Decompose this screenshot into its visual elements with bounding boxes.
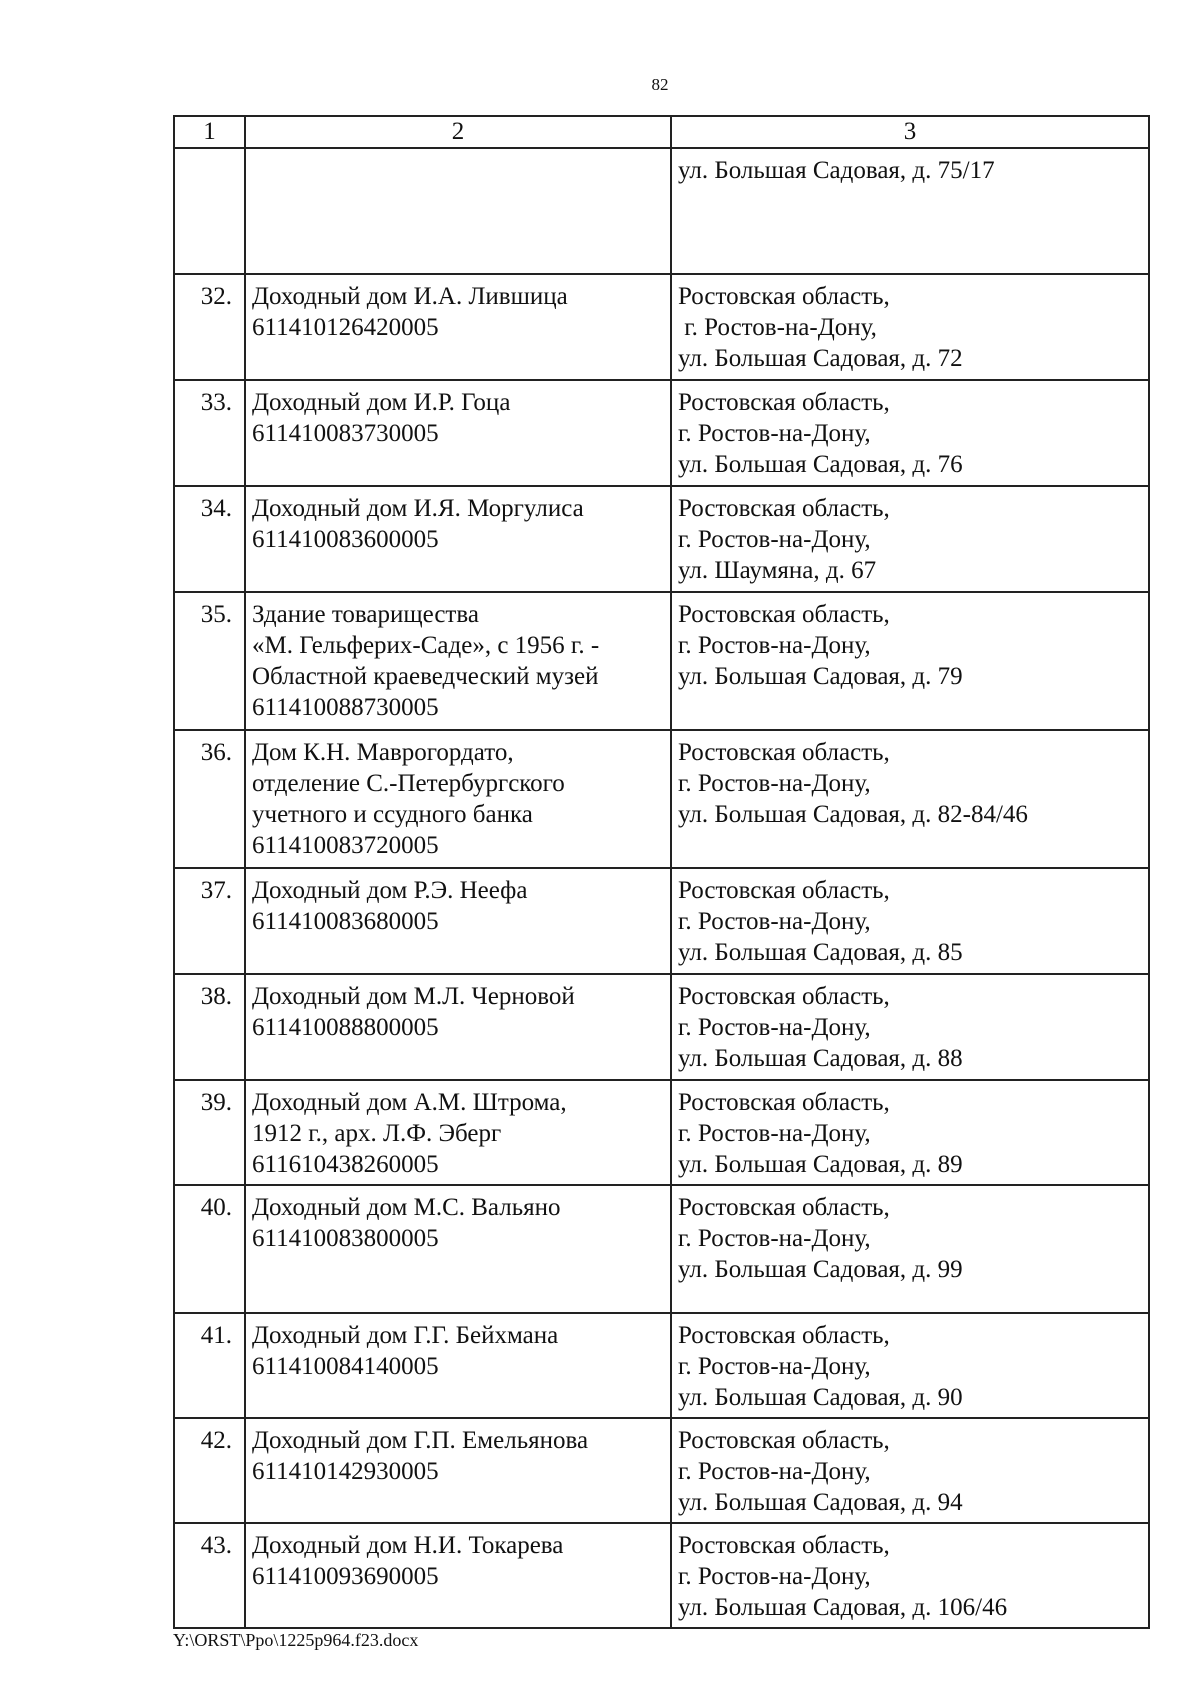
address-line: ул. Большая Садовая, д. 79: [678, 663, 963, 690]
address-line: г. Ростов-на-Дону,: [678, 1563, 871, 1590]
object-name-cell: [245, 1080, 671, 1185]
row-number: 35.: [174, 592, 245, 730]
object-name-line: 611410088730005: [252, 694, 439, 721]
object-name-cell: [245, 274, 671, 380]
object-name-line: 611410083720005: [252, 832, 439, 859]
object-name-line: Доходный дом Г.Г. Бейхмана: [252, 1322, 559, 1349]
row-number: 34.: [174, 486, 245, 592]
object-name-line: 611410084140005: [252, 1353, 439, 1380]
address-line: Ростовская область,: [678, 601, 890, 628]
row-number: 37.: [174, 868, 245, 974]
object-name-line: Областной краеведческий музей: [252, 663, 599, 690]
address-line: ул. Большая Садовая, д. 99: [678, 1256, 963, 1283]
row-number: 32.: [174, 274, 245, 380]
object-name-cell: [245, 148, 671, 274]
address-line: Ростовская область,: [678, 1322, 890, 1349]
row-number: 40.: [174, 1185, 245, 1313]
address-cell: [671, 486, 1149, 592]
object-name-line: Доходный дом М.С. Вальяно: [252, 1194, 561, 1221]
address-line: Ростовская область,: [678, 739, 890, 766]
address-line: г. Ростов-на-Дону,: [678, 420, 871, 447]
object-name-cell: [245, 974, 671, 1080]
address-line: Ростовская область,: [678, 1532, 890, 1559]
object-name-line: Доходный дом Н.И. Токарева: [252, 1532, 564, 1559]
object-name-cell: [245, 1523, 671, 1628]
column-header: 1: [174, 116, 245, 148]
address-cell: [671, 1418, 1149, 1523]
address-cell: [671, 592, 1149, 730]
address-line: ул. Большая Садовая, д. 85: [678, 939, 963, 966]
address-cell: [671, 730, 1149, 868]
table-row: [174, 1418, 1149, 1523]
address-line: Ростовская область,: [678, 877, 890, 904]
object-name-line: «М. Гельферих-Саде», с 1956 г. -: [252, 632, 600, 659]
object-name-line: 611410083680005: [252, 908, 439, 935]
object-name-line: Доходный дом И.А. Лившица: [252, 283, 568, 310]
object-name-line: 611410126420005: [252, 314, 439, 341]
column-header: 3: [671, 116, 1149, 148]
register-table: [173, 115, 1150, 1629]
object-name-line: 611610438260005: [252, 1151, 439, 1178]
address-cell: [671, 380, 1149, 486]
address-line: г. Ростов-на-Дону,: [678, 1225, 871, 1252]
address-line: г. Ростов-на-Дону,: [678, 526, 871, 553]
address-cell: [671, 1185, 1149, 1313]
object-name-line: отделение С.-Петербургского: [252, 770, 565, 797]
address-line: ул. Большая Садовая, д. 106/46: [678, 1594, 1008, 1621]
table-row: [174, 592, 1149, 730]
address-cell: [671, 868, 1149, 974]
address-line: ул. Большая Садовая, д. 88: [678, 1045, 963, 1072]
address-line: г. Ростов-на-Дону,: [678, 908, 871, 935]
table-row: [174, 868, 1149, 974]
table-row: [174, 1185, 1149, 1313]
row-number: 33.: [174, 380, 245, 486]
object-name-cell: [245, 1418, 671, 1523]
object-name-line: 1912 г., арх. Л.Ф. Эберг: [252, 1120, 502, 1147]
address-line: ул. Большая Садовая, д. 76: [678, 451, 963, 478]
address-line: Ростовская область,: [678, 983, 890, 1010]
object-name-line: Доходный дом И.Я. Моргулиса: [252, 495, 584, 522]
row-number: 43.: [174, 1523, 245, 1628]
row-number: [174, 148, 245, 274]
row-number: 41.: [174, 1313, 245, 1418]
address-line: г. Ростов-на-Дону,: [678, 1120, 871, 1147]
table-row: [174, 486, 1149, 592]
row-number: 36.: [174, 730, 245, 868]
object-name-line: 611410093690005: [252, 1563, 439, 1590]
address-line: г. Ростов-на-Дону,: [678, 632, 871, 659]
table-row: [174, 1313, 1149, 1418]
address-line: ул. Большая Садовая, д. 90: [678, 1384, 963, 1411]
object-name-line: Доходный дом А.М. Штрома,: [252, 1089, 567, 1116]
object-name-cell: [245, 1185, 671, 1313]
address-line: г. Ростов-на-Дону,: [678, 1353, 871, 1380]
object-name-cell: [245, 592, 671, 730]
address-line: ул. Большая Садовая, д. 94: [678, 1489, 963, 1516]
address-line: ул. Большая Садовая, д. 89: [678, 1151, 963, 1178]
object-name-cell: [245, 868, 671, 974]
object-name-line: Дом К.Н. Маврогордато,: [252, 739, 514, 766]
table-row: [174, 1523, 1149, 1628]
object-name-line: 611410083730005: [252, 420, 439, 447]
address-line: ул. Шаумяна, д. 67: [678, 557, 877, 584]
column-header: 2: [245, 116, 671, 148]
address-cell: [671, 274, 1149, 380]
object-name-cell: [245, 730, 671, 868]
row-number: 38.: [174, 974, 245, 1080]
table-row: [174, 974, 1149, 1080]
table-row: [174, 148, 1149, 274]
object-name-line: 611410083600005: [252, 526, 439, 553]
object-name-line: Доходный дом М.Л. Черновой: [252, 983, 575, 1010]
address-line: Ростовская область,: [678, 283, 890, 310]
table-row: [174, 274, 1149, 380]
object-name-line: 611410142930005: [252, 1458, 439, 1485]
object-name-line: 611410083800005: [252, 1225, 439, 1252]
object-name-cell: [245, 486, 671, 592]
address-line: г. Ростов-на-Дону,: [678, 314, 877, 341]
object-name-line: Доходный дом И.Р. Гоца: [252, 389, 511, 416]
table-row: [174, 730, 1149, 868]
address-line: г. Ростов-на-Дону,: [678, 1014, 871, 1041]
address-line: ул. Большая Садовая, д. 82-84/46: [678, 801, 1028, 828]
address-cell: [671, 1080, 1149, 1185]
object-name-line: учетного и ссудного банка: [252, 801, 533, 828]
object-name-cell: [245, 1313, 671, 1418]
object-name-line: 611410088800005: [252, 1014, 439, 1041]
object-name-line: Доходный дом Р.Э. Неефа: [252, 877, 528, 904]
object-name-line: Здание товарищества: [252, 601, 479, 628]
address-line: Ростовская область,: [678, 1427, 890, 1454]
address-line: г. Ростов-на-Дону,: [678, 770, 871, 797]
address-line: ул. Большая Садовая, д. 75/17: [678, 157, 995, 184]
row-number: 39.: [174, 1080, 245, 1185]
address-line: Ростовская область,: [678, 495, 890, 522]
address-line: Ростовская область,: [678, 1194, 890, 1221]
address-cell: [671, 974, 1149, 1080]
address-cell: [671, 1523, 1149, 1628]
file-path-footer: Y:\ORST\Ppo\1225p964.f23.docx: [173, 1630, 419, 1650]
address-line: ул. Большая Садовая, д. 72: [678, 345, 963, 372]
object-name-line: Доходный дом Г.П. Емельянова: [252, 1427, 589, 1454]
row-number: 42.: [174, 1418, 245, 1523]
object-name-cell: [245, 380, 671, 486]
address-line: г. Ростов-на-Дону,: [678, 1458, 871, 1485]
table-row: [174, 1080, 1149, 1185]
address-line: Ростовская область,: [678, 1089, 890, 1116]
address-cell: [671, 1313, 1149, 1418]
page-number: 82: [651, 75, 669, 94]
address-line: Ростовская область,: [678, 389, 890, 416]
address-cell: [671, 148, 1149, 274]
table-row: [174, 380, 1149, 486]
table-header-row: [174, 116, 1149, 148]
